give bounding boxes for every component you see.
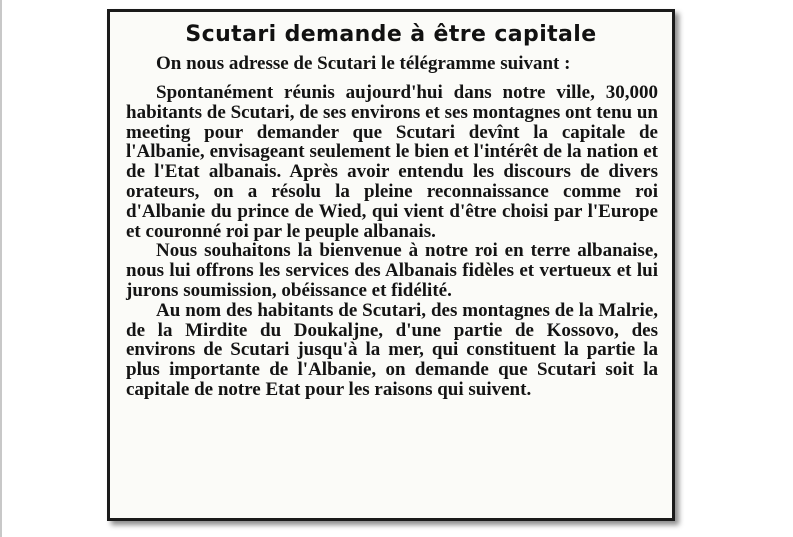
article-headline: Scutari demande à être capitale	[185, 22, 597, 47]
article-paragraph-2: Nous souhaitons la bienvenue à notre roi en terre albanaise, nous lui offrons les services des Albanais fidèles et vertueux et lui jurons soumission, obéissance et fidélité.	[126, 240, 658, 301]
article-paragraph-1: Spontanément réunis aujourd'hui dans notre ville, 30,000 habitants de Scutari, de ses environs et ses montagnes ont tenu un meeting pour demander que Scutari devînt la capitale de l'Albanie, envisageant seulement le bien et l'intérêt de la nation et de l'Etat albanais. Après avoir entendu les discours de divers orateurs, on a résolu la pleine reconnaissance comme roi d'Albanie du prince de Wied, qui vient d'être choisi par l'Europe et couronné roi par le peuple albanais.	[126, 82, 658, 242]
article-body	[126, 54, 658, 400]
newspaper-clipping	[107, 9, 675, 521]
article-intro: On nous adresse de Scutari le télégramme suivant :	[156, 53, 571, 74]
window-left-edge	[0, 0, 2, 537]
article-paragraph-3: Au nom des habitants de Scutari, des montagnes de la Malrie, de la Mirdite du Doukaljne, d'une partie de Kossovo, des environs de Scutari jusqu'à la mer, qui constituent la partie la plus importante de l'Albanie, on demande que Scutari soit la capitale de notre Etat pour les raisons qui suivent.	[126, 299, 658, 400]
